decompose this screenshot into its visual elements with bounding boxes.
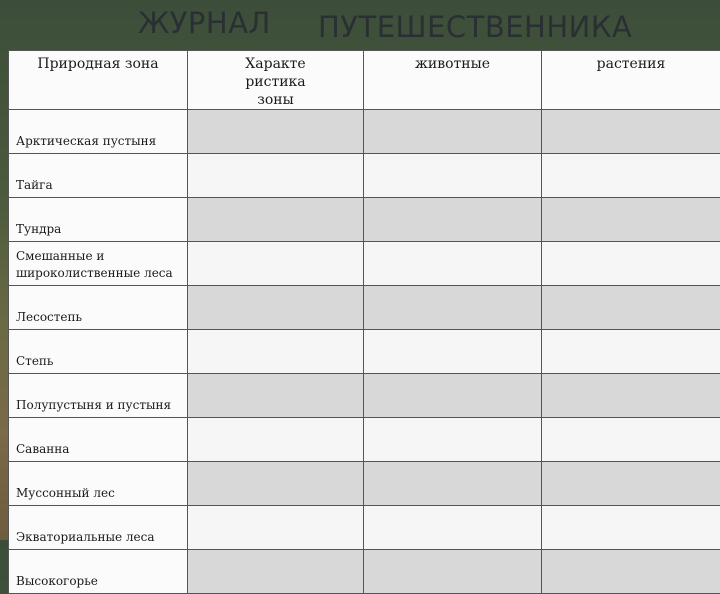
table-row <box>9 550 720 594</box>
plants-cell[interactable] <box>542 418 720 462</box>
header-animals: животные <box>364 51 542 110</box>
zone-name-cell: Высокогорье <box>9 550 188 594</box>
zone-name-cell: Муссонный лес <box>9 462 188 506</box>
characteristics-cell[interactable] <box>188 418 364 462</box>
zone-name-cell: Полупустыня и пустыня <box>9 374 188 418</box>
plants-cell[interactable] <box>542 154 720 198</box>
zone-name-cell: Тундра <box>9 198 188 242</box>
table-row <box>9 242 720 286</box>
animals-cell[interactable] <box>364 242 542 286</box>
plants-cell[interactable] <box>542 374 720 418</box>
characteristics-cell[interactable] <box>188 330 364 374</box>
animals-cell[interactable] <box>364 418 542 462</box>
animals-cell[interactable] <box>364 198 542 242</box>
characteristics-cell[interactable] <box>188 506 364 550</box>
animals-cell[interactable] <box>364 286 542 330</box>
table-row <box>9 154 720 198</box>
characteristics-cell[interactable] <box>188 154 364 198</box>
characteristics-cell[interactable] <box>188 462 364 506</box>
zone-name-cell: Степь <box>9 330 188 374</box>
header-characteristics-text: Характе ристика зоны <box>226 55 326 109</box>
characteristics-cell[interactable] <box>188 242 364 286</box>
table-row <box>9 374 720 418</box>
header-zone-characteristics <box>188 51 364 110</box>
table-row <box>9 286 720 330</box>
plants-cell[interactable] <box>542 242 720 286</box>
animals-cell[interactable] <box>364 330 542 374</box>
plants-cell[interactable] <box>542 110 720 154</box>
animals-cell[interactable] <box>364 374 542 418</box>
characteristics-cell[interactable] <box>188 110 364 154</box>
title-part-1: ЖУРНАЛ <box>138 6 271 40</box>
zone-name-cell: Экваториальные леса <box>9 506 188 550</box>
table-header-row <box>9 51 720 110</box>
animals-cell[interactable] <box>364 110 542 154</box>
animals-cell[interactable] <box>364 462 542 506</box>
header-natural-zone: Природная зона <box>9 51 188 110</box>
characteristics-cell[interactable] <box>188 198 364 242</box>
table-row <box>9 330 720 374</box>
table-row <box>9 506 720 550</box>
animals-cell[interactable] <box>364 550 542 594</box>
title-part-2: ПУТЕШЕСТВЕННИКА <box>318 10 632 44</box>
page-title <box>0 4 720 46</box>
plants-cell[interactable] <box>542 462 720 506</box>
plants-cell[interactable] <box>542 506 720 550</box>
animals-cell[interactable] <box>364 506 542 550</box>
table-row <box>9 198 720 242</box>
zone-name-cell: Тайга <box>9 154 188 198</box>
table-row <box>9 110 720 154</box>
characteristics-cell[interactable] <box>188 286 364 330</box>
zone-name-cell: Арктическая пустыня <box>9 110 188 154</box>
plants-cell[interactable] <box>542 286 720 330</box>
travel-journal-table <box>8 50 720 594</box>
table-row <box>9 462 720 506</box>
plants-cell[interactable] <box>542 550 720 594</box>
table-row <box>9 418 720 462</box>
zone-name-cell: Саванна <box>9 418 188 462</box>
zone-name-cell: Смешанные и широколиственные леса <box>9 242 188 286</box>
animals-cell[interactable] <box>364 154 542 198</box>
characteristics-cell[interactable] <box>188 550 364 594</box>
header-plants: растения <box>542 51 720 110</box>
plants-cell[interactable] <box>542 198 720 242</box>
plants-cell[interactable] <box>542 330 720 374</box>
zone-name-cell: Лесостепь <box>9 286 188 330</box>
characteristics-cell[interactable] <box>188 374 364 418</box>
